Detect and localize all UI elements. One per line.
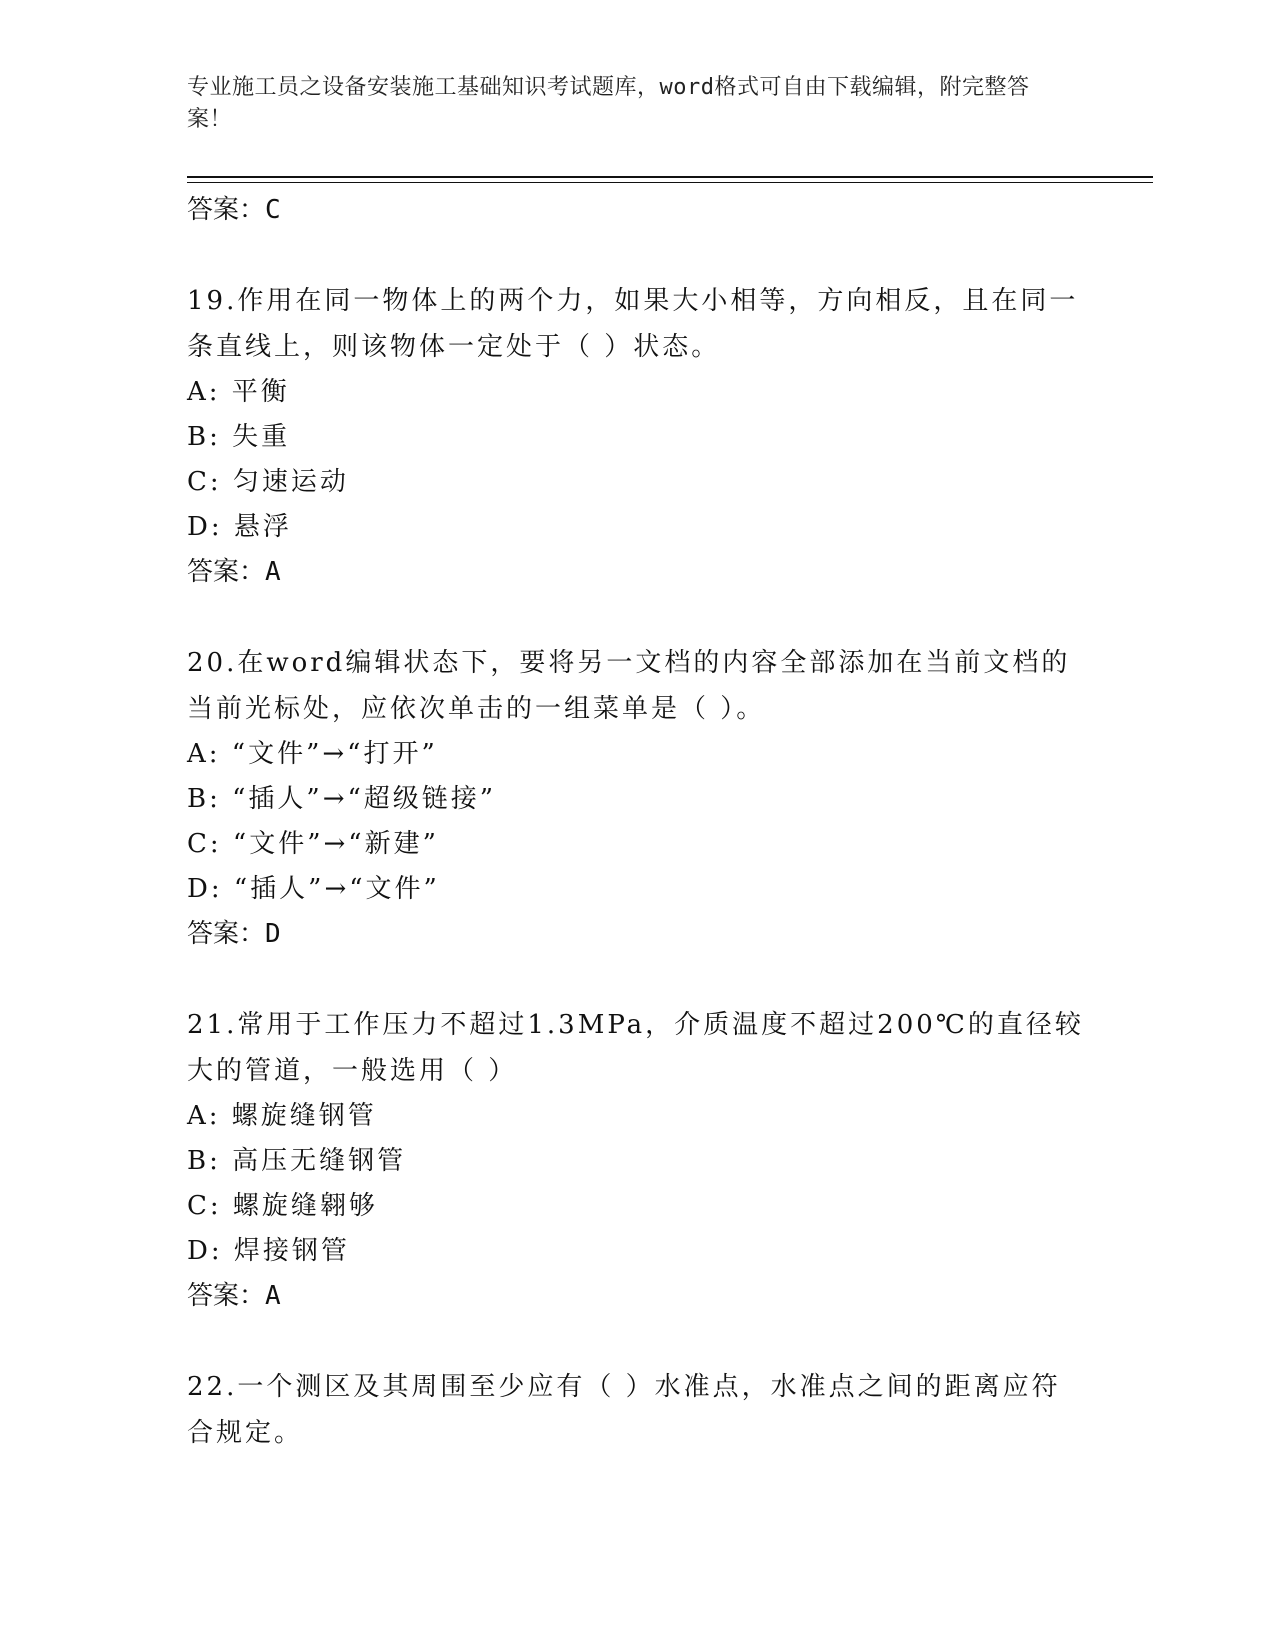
- option-a: A: 平衡: [187, 377, 290, 407]
- answer: 答案：A: [187, 1281, 281, 1311]
- option-d: D: 悬浮: [187, 512, 292, 542]
- question-text: 19.作用在同一物体上的两个力，如果大小相等，方向相反，且在同一条直线上，则该物体一定处于（ ）状态。: [187, 286, 1079, 362]
- option-c: C: “文件”→“新建”: [187, 829, 439, 859]
- previous-answer: 答案：C: [187, 195, 281, 225]
- option-b: B: 失重: [187, 422, 291, 452]
- question-text: 20.在word编辑状态下，要将另一文档的内容全部添加在当前文档的当前光标处，应依次单击的一组菜单是（ ）。: [187, 648, 1071, 724]
- question-21: [187, 1002, 1087, 1318]
- answer: 答案：A: [187, 557, 281, 587]
- option-b: B: “插人”→“超级链接”: [187, 784, 497, 814]
- header-rule-thick: [187, 176, 1153, 178]
- option-d: D: 焊接钢管: [187, 1236, 350, 1266]
- option-c: C: 螺旋缝翱够: [187, 1191, 378, 1221]
- question-list: [187, 188, 1087, 1456]
- option-c: C: 匀速运动: [187, 467, 349, 497]
- option-d: D: “插人”→“文件”: [187, 874, 440, 904]
- header-rule-thin: [187, 182, 1153, 183]
- answer: 答案：D: [187, 919, 281, 949]
- question-22: [187, 1364, 1087, 1456]
- question-text: 21.常用于工作压力不超过1.3MPa，介质温度不超过200℃的直径较大的管道，一般选用（ ）: [187, 1010, 1084, 1086]
- question-19: [187, 278, 1087, 594]
- option-b: B: 高压无缝钢管: [187, 1146, 407, 1176]
- question-20: [187, 640, 1087, 956]
- page-header: 专业施工员之设备安装施工基础知识考试题库，word格式可自由下载编辑，附完整答案！: [187, 75, 1030, 132]
- question-text: 22.一个测区及其周围至少应有（ ）水准点，水准点之间的距离应符合规定。: [187, 1372, 1061, 1448]
- option-a: A: 螺旋缝钢管: [187, 1101, 377, 1131]
- option-a: A: “文件”→“打开”: [187, 739, 438, 769]
